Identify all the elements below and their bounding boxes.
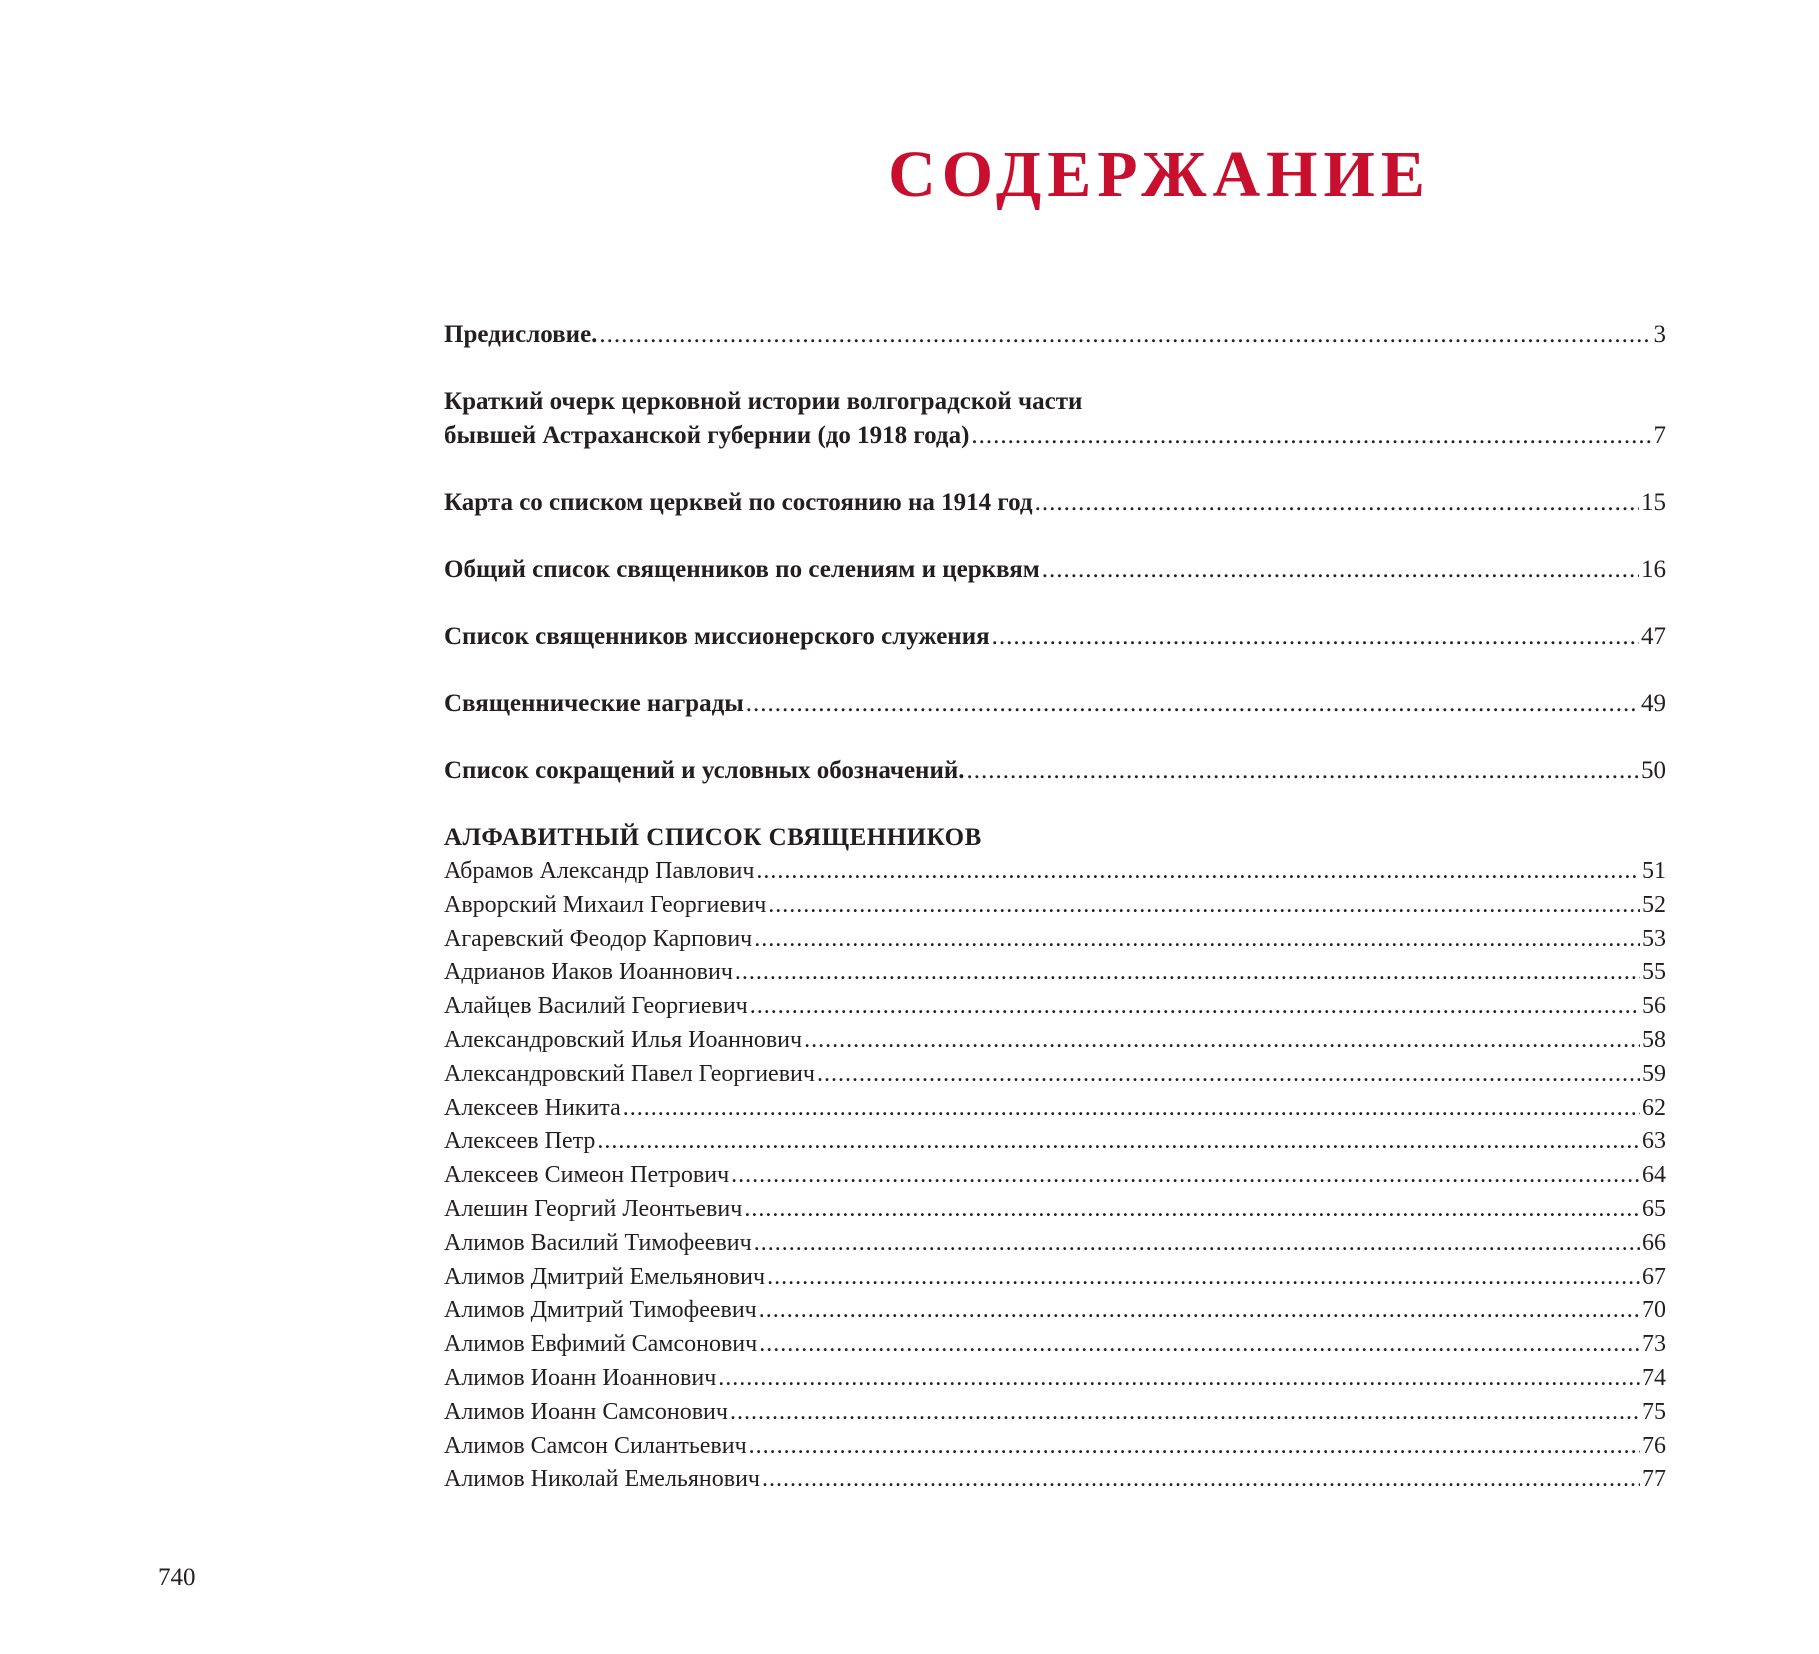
list-item-page: 51 — [1642, 858, 1666, 884]
dot-leader — [967, 754, 1639, 788]
toc-entry-label: бывшей Астраханской губернии (до 1918 года) — [444, 422, 970, 449]
list-item-page: 76 — [1642, 1432, 1666, 1459]
list-item-name: Алимов Евфимий Самсонович — [444, 1331, 758, 1358]
dot-leader — [730, 1396, 1640, 1430]
list-item-page: 59 — [1642, 1060, 1666, 1087]
list-item[interactable] — [444, 1362, 1666, 1396]
list-item-page: 53 — [1642, 925, 1666, 952]
list-item-name: Алимов Василий Тимофеевич — [444, 1229, 752, 1256]
dot-leader — [1035, 486, 1639, 520]
list-item-name: Александровский Илья Иоаннович — [444, 1026, 803, 1053]
toc-entry-label: Священнические награды — [444, 690, 744, 717]
dot-leader — [804, 1024, 1640, 1058]
toc-entry-page: 50 — [1641, 757, 1666, 784]
toc-entry[interactable] — [444, 754, 1666, 788]
list-item-page: 75 — [1642, 1398, 1666, 1425]
list-item-name: Агаревский Феодор Карпович — [444, 925, 753, 952]
list-item[interactable] — [444, 1396, 1666, 1430]
list-item[interactable] — [444, 990, 1666, 1024]
page-title: СОДЕРЖАНИЕ — [888, 138, 1431, 211]
list-item[interactable] — [444, 1294, 1666, 1328]
toc-entry-page: 3 — [1653, 321, 1666, 348]
list-item[interactable] — [444, 855, 1666, 889]
toc-entry[interactable] — [444, 687, 1666, 721]
dot-leader — [754, 923, 1640, 957]
list-item-page: 65 — [1642, 1195, 1666, 1222]
list-item[interactable] — [444, 1227, 1666, 1261]
dot-leader — [731, 1159, 1640, 1193]
list-item-page: 67 — [1642, 1263, 1666, 1290]
list-item-name: Алексеев Симеон Петрович — [444, 1162, 730, 1189]
table-of-contents — [444, 318, 1666, 1497]
list-item-page: 66 — [1642, 1229, 1666, 1256]
list-item[interactable] — [444, 1193, 1666, 1227]
alphabetical-list — [444, 855, 1666, 1497]
toc-entry-label: Общий список священников по селениям и церквям — [444, 556, 1040, 583]
list-item[interactable] — [444, 1058, 1666, 1092]
list-item-name: Алексеев Никита — [444, 1094, 621, 1121]
toc-entry-page: 49 — [1641, 690, 1666, 717]
toc-entry-label: Список сокращений и условных обозначений. — [444, 757, 965, 784]
list-item-name: Алимов Дмитрий Емельянович — [444, 1263, 766, 1290]
list-item-name: Алайцев Василий Георгиевич — [444, 993, 748, 1020]
dot-leader — [1042, 553, 1639, 587]
list-item-name: Александровский Павел Георгиевич — [444, 1060, 815, 1087]
dot-leader — [597, 1125, 1640, 1159]
dot-leader — [744, 1193, 1640, 1227]
toc-entry-label: Предисловие. — [444, 321, 598, 348]
toc-entry[interactable] — [444, 486, 1666, 520]
list-item-page: 70 — [1642, 1297, 1666, 1324]
list-item-page: 64 — [1642, 1162, 1666, 1189]
list-item-name: Алешин Георгий Леонтьевич — [444, 1195, 743, 1222]
list-item-name: Алексеев Петр — [444, 1128, 596, 1155]
dot-leader — [754, 1227, 1640, 1261]
toc-entry-page: 7 — [1653, 422, 1666, 449]
dot-leader — [735, 956, 1640, 990]
list-item[interactable] — [444, 923, 1666, 957]
dot-leader — [992, 620, 1639, 654]
toc-entry-label: Карта со списком церквей по состоянию на 1914 год — [444, 489, 1033, 516]
dot-leader — [623, 1092, 1640, 1126]
list-item[interactable] — [444, 1328, 1666, 1362]
list-item[interactable] — [444, 1092, 1666, 1126]
dot-leader — [768, 889, 1640, 923]
toc-entry-label: Список священников миссионерского служения — [444, 623, 990, 650]
dot-leader — [817, 1058, 1640, 1092]
toc-entry-page: 16 — [1641, 556, 1666, 583]
list-item-page: 52 — [1642, 891, 1666, 918]
list-item[interactable] — [444, 1024, 1666, 1058]
dot-leader — [756, 855, 1640, 889]
list-item-page: 63 — [1642, 1128, 1666, 1155]
toc-entry[interactable] — [444, 553, 1666, 587]
list-item-name: Алимов Дмитрий Тимофеевич — [444, 1297, 757, 1324]
dot-leader — [759, 1328, 1640, 1362]
list-item[interactable] — [444, 1125, 1666, 1159]
toc-entry-page: 47 — [1641, 623, 1666, 650]
list-item-name: Алимов Иоанн Самсонович — [444, 1398, 728, 1425]
toc-entry-label-line1: Краткий очерк церковной истории волгоградской части — [444, 388, 1083, 415]
list-item-name: Адрианов Иаков Иоаннович — [444, 959, 733, 986]
list-item[interactable] — [444, 889, 1666, 923]
dot-leader — [767, 1261, 1640, 1295]
list-item-page: 73 — [1642, 1331, 1666, 1358]
list-item-page: 62 — [1642, 1094, 1666, 1121]
list-item-page: 55 — [1642, 959, 1666, 986]
section-heading: АЛФАВИТНЫЙ СПИСОК СВЯЩЕННИКОВ — [444, 824, 982, 851]
list-item-page: 74 — [1642, 1364, 1666, 1391]
toc-entry-line2 — [444, 419, 1666, 453]
list-item-name: Алимов Николай Емельянович — [444, 1466, 760, 1493]
toc-entry[interactable] — [444, 385, 1666, 453]
dot-leader — [746, 687, 1639, 721]
toc-entry-page: 15 — [1641, 489, 1666, 516]
list-item[interactable] — [444, 956, 1666, 990]
toc-entry[interactable] — [444, 620, 1666, 654]
list-item-name: Абрамов Александр Павлович — [444, 858, 755, 884]
dot-leader — [599, 318, 1651, 352]
list-item[interactable] — [444, 1463, 1666, 1497]
list-item-page: 77 — [1642, 1466, 1666, 1493]
toc-entry[interactable] — [444, 318, 1666, 352]
dot-leader — [750, 990, 1640, 1024]
page-number: 740 — [158, 1564, 196, 1591]
dot-leader — [759, 1294, 1640, 1328]
dot-leader — [749, 1430, 1640, 1464]
list-item-name: Аврорский Михаил Георгиевич — [444, 891, 767, 918]
list-item-name: Алимов Самсон Силантьевич — [444, 1432, 747, 1459]
list-item[interactable] — [444, 1430, 1666, 1464]
dot-leader — [718, 1362, 1640, 1396]
list-item[interactable] — [444, 1159, 1666, 1193]
dot-leader — [971, 419, 1651, 453]
list-item[interactable] — [444, 1261, 1666, 1295]
list-item-page: 56 — [1642, 993, 1666, 1020]
list-item-page: 58 — [1642, 1026, 1666, 1053]
list-item-name: Алимов Иоанн Иоаннович — [444, 1364, 717, 1391]
dot-leader — [762, 1463, 1640, 1497]
